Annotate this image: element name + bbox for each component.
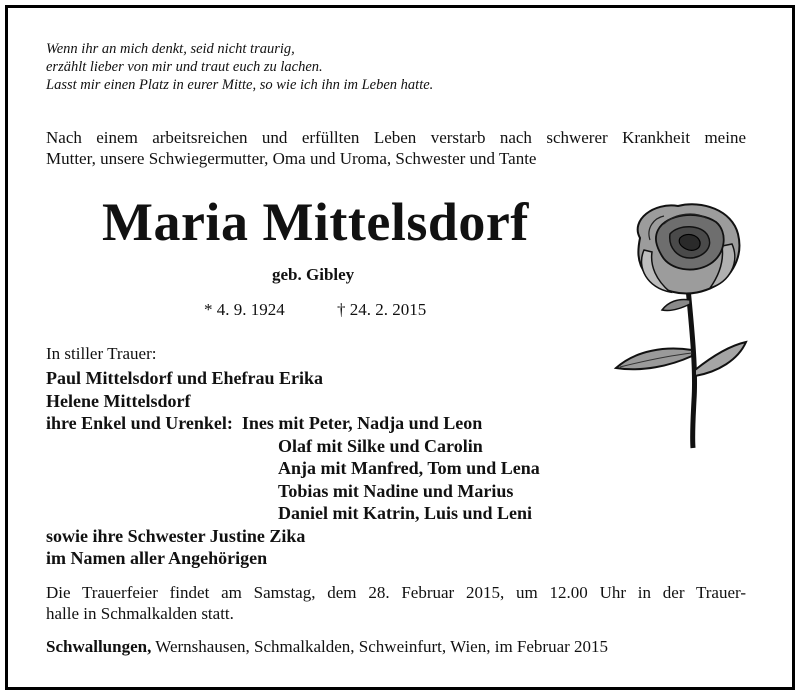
mourning-label: In stiller Trauer: <box>46 344 157 363</box>
rose-icon <box>606 200 756 460</box>
intro-line: Nach einem arbeitsreichen und erfüllten Leben verstarb nach schwerer Krankheit meine <box>46 128 746 147</box>
deceased-name: Maria Mittelsdorf <box>102 192 529 252</box>
obituary-notice <box>5 5 795 690</box>
poem-line: Wenn ihr an mich denkt, seid nicht traurig, <box>46 41 295 57</box>
birth-date: * 4. 9. 1924 <box>204 300 285 319</box>
family-line: im Namen aller Angehörigen <box>46 548 268 568</box>
poem-line: Lasst mir einen Platz in eurer Mitte, so wie ich ihn im Leben hatte. <box>46 77 434 93</box>
funeral-line: Die Trauerfeier findet am Samstag, dem 28. Februar 2015, um 12.00 Uhr in der Trauer- <box>46 583 746 602</box>
family-line: sowie ihre Schwester Justine Zika <box>46 525 306 546</box>
grandchild-line: Olaf mit Silke und Carolin <box>278 435 483 456</box>
family-list <box>46 367 540 570</box>
grandchild-line: Anja mit Manfred, Tom und Lena <box>278 458 540 478</box>
grandchildren-row <box>46 412 540 435</box>
intro-text <box>46 127 746 169</box>
family-line: Helene Mittelsdorf <box>46 390 191 411</box>
funeral-info <box>46 582 746 624</box>
maiden-name: geb. Gibley <box>272 265 355 284</box>
death-date: † 24. 2. 2015 <box>337 300 427 319</box>
grandchild-line: Daniel mit Katrin, Luis und Leni <box>278 503 533 523</box>
places-rest: Wernshausen, Schmalkalden, Schweinfurt, Wien, im Februar 2015 <box>151 637 609 656</box>
intro-line: Mutter, unsere Schwiegermutter, Oma und Uroma, Schwester und Tante <box>46 149 537 168</box>
place-first: Schwallungen, <box>46 637 152 656</box>
poem-line: erzählt lieber von mir und traut euch zu lachen. <box>46 59 323 75</box>
funeral-line: halle in Schmalkalden statt. <box>46 604 234 623</box>
grandchild-line: Tobias mit Nadine und Marius <box>278 480 514 501</box>
family-line: Paul Mittelsdorf und Ehefrau Erika <box>46 368 324 388</box>
grandchildren-label: ihre Enkel und Urenkel: <box>46 413 233 433</box>
places-line <box>46 637 608 657</box>
grandchild-line: Ines mit Peter, Nadja und Leon <box>241 413 483 433</box>
poem <box>46 40 433 94</box>
